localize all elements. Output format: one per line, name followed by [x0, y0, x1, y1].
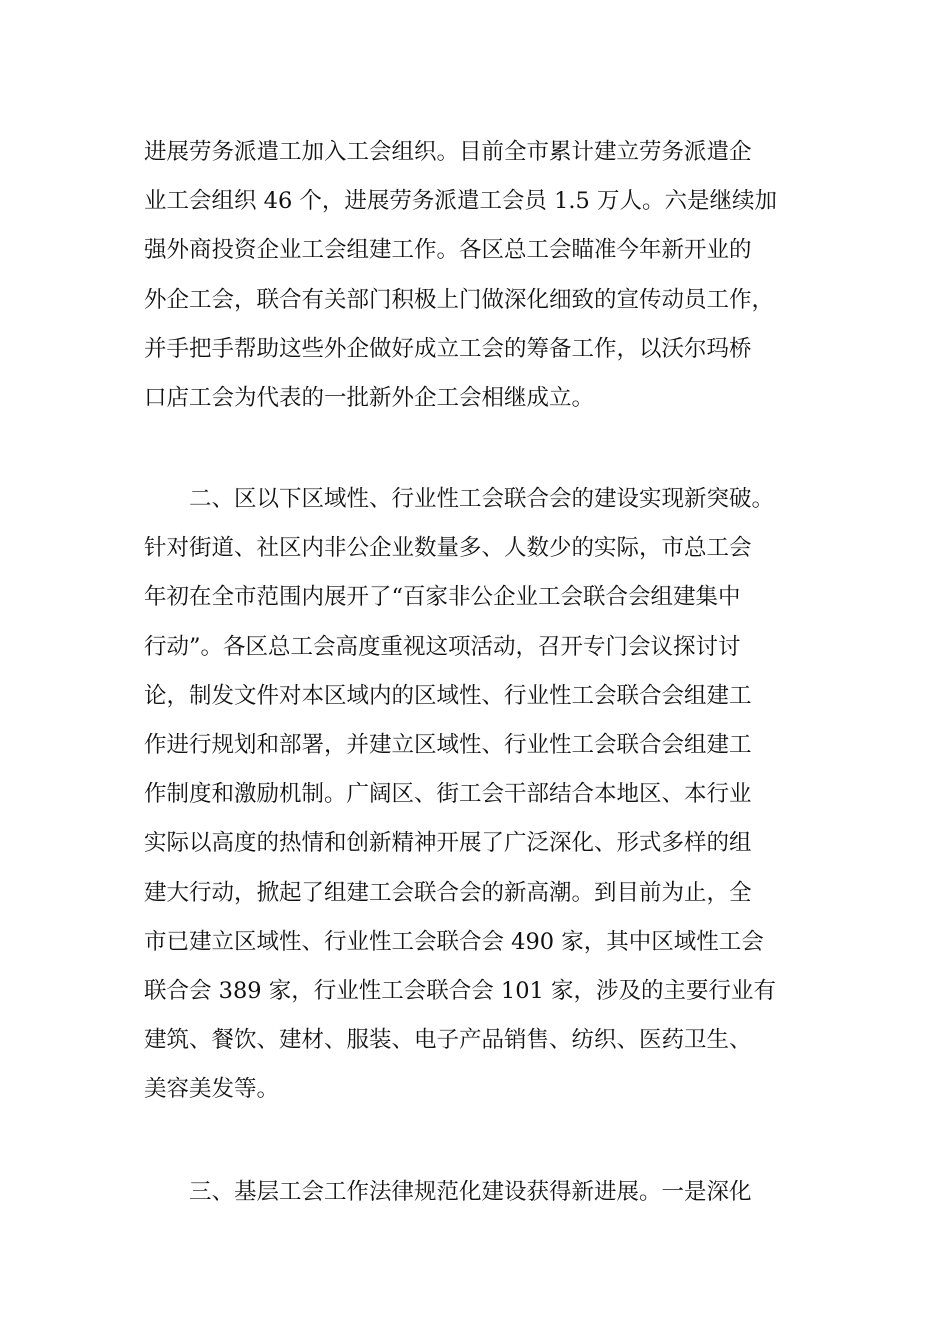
text-line: 作制度和激励机制。广阔区、街工会干部结合本地区、本行业: [144, 781, 752, 808]
paragraph-1: [144, 128, 824, 423]
text-line: 美容美发等。: [144, 1076, 280, 1103]
text-line: 联合会 389 家，行业性工会联合会 101 家，涉及的主要行业有: [144, 978, 777, 1005]
text-line: 针对街道、社区内非公企业数量多、人数少的实际，市总工会: [144, 535, 752, 562]
paragraph-2: [144, 475, 824, 1115]
text-line: 业工会组织 46 个，进展劳务派遣工会员 1.5 万人。六是继续加: [144, 188, 778, 215]
text-line: 建大行动，掀起了组建工会联合会的新高潮。到目前为止，全: [144, 879, 752, 906]
text-line: 建筑、餐饮、建材、服装、电子产品销售、纺织、医药卫生、: [144, 1027, 752, 1054]
text-line: 市已建立区域性、行业性工会联合会 490 家，其中区域性工会: [144, 928, 764, 955]
text-line: 三、基层工会工作法律规范化建设获得新进展。一是深化: [189, 1179, 752, 1205]
text-line: 实际以高度的热情和创新精神开展了广泛深化、形式多样的组: [144, 830, 752, 857]
text-line: 外企工会，联合有关部门积极上门做深化细致的宣传动员工作，: [144, 286, 775, 313]
text-line: 二、区以下区域性、行业性工会联合会的建设实现新突破。: [189, 486, 775, 512]
paragraph-3: [144, 1168, 824, 1217]
text-line: 论，制发文件对本区域内的区域性、行业性工会联合会组建工: [144, 682, 752, 709]
text-line: 并手把手帮助这些外企做好成立工会的筹备工作，以沃尔玛桥: [144, 335, 752, 362]
text-line: 口店工会为代表的一批新外企工会相继成立。: [144, 385, 595, 412]
text-line: 进展劳务派遣工加入工会组织。目前全市累计建立劳务派遣企: [144, 139, 752, 165]
text-line: 强外商投资企业工会组建工作。各区总工会瞄准今年新开业的: [144, 237, 752, 264]
text-line: 行动”。各区总工会高度重视这项活动，召开专门会议探讨讨: [144, 633, 741, 660]
text-line: 作进行规划和部署，并建立区域性、行业性工会联合会组建工: [144, 732, 752, 759]
text-line: 年初在全市范围内展开了“百家非公企业工会联合会组建集中: [144, 584, 741, 611]
